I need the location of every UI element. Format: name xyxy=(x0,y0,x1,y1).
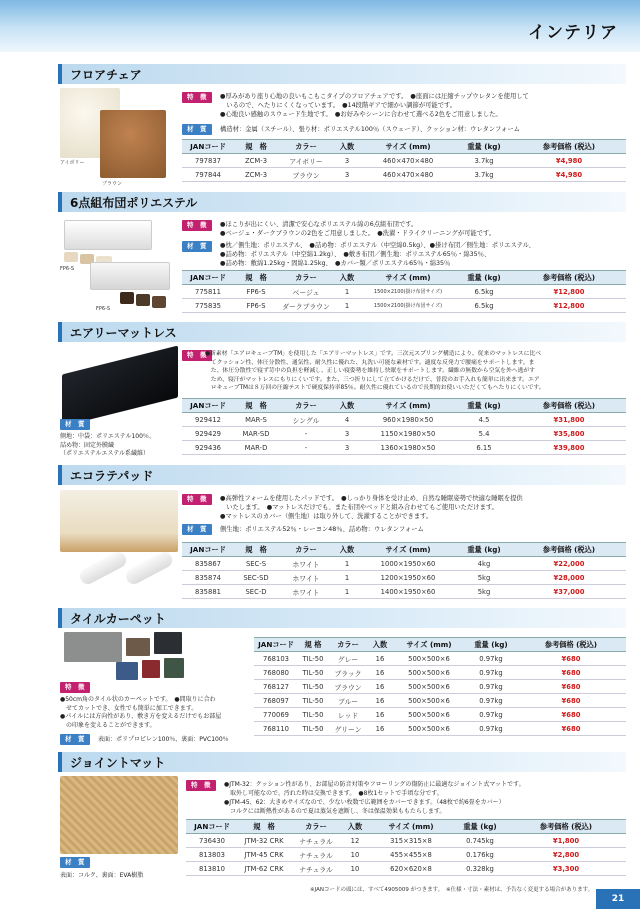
table-cell: 6.15 xyxy=(456,441,512,455)
carpet-swatch-black xyxy=(154,632,182,654)
section-title: ジョイントマット xyxy=(70,756,166,770)
column-header: 入数 xyxy=(334,140,360,154)
table-cell: ナチュラル xyxy=(290,862,342,876)
table-cell: FP6-S xyxy=(234,285,278,299)
table-cell: 4.5 xyxy=(456,413,512,427)
table-cell: 0.97kg xyxy=(466,666,516,680)
table-cell: 0.176kg xyxy=(454,848,506,862)
table-cell: JTM-32 CRK xyxy=(238,834,290,848)
table-cell: 16 xyxy=(368,708,392,722)
table-cell: ブラウン xyxy=(328,680,368,694)
image-caption: FP6-S xyxy=(60,266,75,272)
feature-text: ●JTM-32：クッション性があり、お部屋の防音対策やフローリングの傷防止に最適なジョイント式マットです。 取外し可能なので、汚れた時は交換できます。 ●8枚1セットで手頃な分です。 ●JTM-45、62：大きめサイズなので、少ない枚数で広範囲をカバーできます。（48枚で約6畳をカバー） コルクには断熱性があるので夏は蒸気を遮断し、冬は保温効果ももたらします。 xyxy=(224,781,525,815)
table-cell: - xyxy=(278,441,334,455)
table-cell: 500×500×6 xyxy=(392,666,466,680)
table-cell: ¥680 xyxy=(516,694,626,708)
table-cell: 500×500×6 xyxy=(392,694,466,708)
table-cell: 16 xyxy=(368,680,392,694)
feature-text: ●新素材「エアロキューブTM」を使用した「エアリーマットレス」です。三次元スプリング構造により、従来のマットレスに比べ てクッション性、体圧分散性、通気性、耐久性に優れた、丸洗い可能な素材です。適度な反発力で腰痛をサポートします。ま た、体圧分散性で寝ず苛中の負担を軽減し、正しい寝姿勢を維持し快眠をサポートします。繊維の無数から空気を外へ逃がす ため、寝汗がマットレスにもりにくいです。また、三つ折りにして立てかけるだけで、普段のお手入れも簡単に出来ます。エア ロキューブTMは８万回の圧縮テストで硬度保持率85％。耐久性に優れているので長期的お使いいただくてもへたりにくいです。 xyxy=(205,351,545,392)
table-cell: 16 xyxy=(368,652,392,666)
table-cell: 1 xyxy=(334,557,360,571)
section-title: エコラテパッド xyxy=(70,469,154,483)
table-cell: ¥680 xyxy=(516,722,626,736)
product-table xyxy=(254,637,626,736)
product-image-cork-mat xyxy=(60,776,178,854)
table-cell: 768103 xyxy=(254,652,298,666)
column-header: 入数 xyxy=(368,638,392,652)
category-title: インテリア xyxy=(528,23,618,43)
column-header: JANコード xyxy=(254,638,298,652)
table-cell: 3 xyxy=(334,427,360,441)
table-cell: TIL-50 xyxy=(298,666,328,680)
table-row xyxy=(182,413,626,427)
section-title: エアリーマットレス xyxy=(70,326,177,340)
column-header: JANコード xyxy=(182,140,234,154)
table-row xyxy=(182,285,626,299)
table-cell: 4kg xyxy=(456,557,512,571)
table-cell: レッド xyxy=(328,708,368,722)
table-row xyxy=(254,722,626,736)
feature-tag: 特 徴 xyxy=(186,780,216,791)
column-header: 入数 xyxy=(334,399,360,413)
table-row xyxy=(182,571,626,585)
table-cell: 835867 xyxy=(182,557,234,571)
table-cell: ¥22,000 xyxy=(512,557,626,571)
table-cell: JTM-62 CRK xyxy=(238,862,290,876)
table-cell: 736430 xyxy=(186,834,238,848)
table-row xyxy=(186,848,626,862)
table-cell: 0.745kg xyxy=(454,834,506,848)
section-title-bar xyxy=(58,608,626,628)
table-cell: ¥39,800 xyxy=(512,441,626,455)
table-cell: 500×500×6 xyxy=(392,722,466,736)
section-title-bar xyxy=(58,192,626,212)
product-image-rolled-pad xyxy=(77,549,129,587)
table-cell: 3.7kg xyxy=(456,154,512,168)
material-text: 表面：コルク、裏面：EVA樹脂 xyxy=(60,872,144,879)
material-tag: 材 質 xyxy=(60,857,90,868)
table-header-row xyxy=(182,399,626,413)
table-cell: ¥680 xyxy=(516,666,626,680)
column-header: 重量 (kg) xyxy=(456,271,512,285)
table-row xyxy=(182,299,626,313)
column-header: サイズ (mm) xyxy=(360,399,456,413)
table-header-row xyxy=(254,638,626,652)
table-cell: FP6-S xyxy=(234,299,278,313)
column-header: 参考価格 (税込) xyxy=(512,399,626,413)
table-cell: ¥680 xyxy=(516,708,626,722)
column-header: カラー xyxy=(278,399,334,413)
table-cell: 797844 xyxy=(182,168,234,182)
table-cell: 1 xyxy=(334,571,360,585)
table-row xyxy=(182,154,626,168)
table-cell: ベージュ xyxy=(278,285,334,299)
table-cell: 10 xyxy=(342,848,368,862)
table-cell: 500×500×6 xyxy=(392,680,466,694)
table-cell: 5.4 xyxy=(456,427,512,441)
table-cell: ブルー xyxy=(328,694,368,708)
product-table xyxy=(182,398,626,455)
table-cell: 16 xyxy=(368,694,392,708)
table-cell: ¥31,800 xyxy=(512,413,626,427)
column-header: 参考価格 (税込) xyxy=(512,543,626,557)
image-caption: FP6-S xyxy=(96,306,111,312)
material-tag: 材 質 xyxy=(60,734,90,745)
table-cell: 813810 xyxy=(186,862,238,876)
table-cell: 1 xyxy=(334,285,360,299)
table-cell: ホワイト xyxy=(278,571,334,585)
material-tag: 材 質 xyxy=(182,241,212,252)
table-cell: 768110 xyxy=(254,722,298,736)
table-cell: 5kg xyxy=(456,571,512,585)
column-header: 参考価格 (税込) xyxy=(506,820,626,834)
feature-tag: 特 徴 xyxy=(182,350,212,361)
column-header: 参考価格 (税込) xyxy=(512,271,626,285)
product-image-swatch xyxy=(136,294,150,306)
table-row xyxy=(186,834,626,848)
product-table xyxy=(182,542,626,599)
column-header: 規 格 xyxy=(234,543,278,557)
column-header: カラー xyxy=(278,140,334,154)
product-image-swatch xyxy=(64,252,78,262)
carpet-swatch-brown xyxy=(126,638,150,656)
column-header: サイズ (mm) xyxy=(360,271,456,285)
material-text: 構造材：金属（スチール）、張り材：ポリエステル100％（スウェード）、クッション材：ウレタンフォーム xyxy=(220,126,520,133)
table-cell: ¥12,800 xyxy=(512,285,626,299)
column-header: 規 格 xyxy=(238,820,290,834)
table-cell: 768127 xyxy=(254,680,298,694)
column-header: 参考価格 (税込) xyxy=(512,140,626,154)
column-header: JANコード xyxy=(186,820,238,834)
section-title: フロアチェア xyxy=(70,68,142,82)
table-cell: ¥680 xyxy=(516,680,626,694)
product-image-swatch xyxy=(152,296,166,308)
feature-text: ●高弾性フォームを使用したパッドです。 ●しっかり身体を受け止め、自然な睡眠姿勢で快適な睡眠を提供 いたします。 ●マットレスだけでも、また布団やベッドと組み合わせてもご使用いただけます。 ●マットレスのカバー（側生地）は取り外して、洗濯することができます。 xyxy=(220,495,523,520)
table-cell: 500×500×6 xyxy=(392,708,466,722)
table-row xyxy=(182,168,626,182)
feature-text: ●ほこりが出にくい、清潔で安心なポリエステル綿の6点組布団です。 ●ベージュ・ダークブラウンの2色をご用意しました。 ●洗濯・ドライクリーニングが可能です。 xyxy=(220,221,496,237)
footer-note: ※JANコードの頭には、すべて4905009 がつきます。 ※仕様・寸法・素材は、予告なく変更する場合があります。 xyxy=(310,887,594,893)
column-header: サイズ (mm) xyxy=(360,140,456,154)
table-cell: ¥28,000 xyxy=(512,571,626,585)
product-table xyxy=(186,819,626,876)
column-header: 入数 xyxy=(342,820,368,834)
table-cell: - xyxy=(278,427,334,441)
table-header-row xyxy=(186,820,626,834)
column-header: サイズ (mm) xyxy=(368,820,454,834)
table-cell: 3 xyxy=(334,168,360,182)
table-cell: TIL-50 xyxy=(298,722,328,736)
table-cell: 775811 xyxy=(182,285,234,299)
column-header: 重量 (kg) xyxy=(456,543,512,557)
table-cell: 1500×2100(掛け布団サイズ) xyxy=(360,299,456,313)
table-cell: 835874 xyxy=(182,571,234,585)
table-cell: ZCM-3 xyxy=(234,154,278,168)
table-cell: 768080 xyxy=(254,666,298,680)
table-cell: 10 xyxy=(342,862,368,876)
table-cell: 929429 xyxy=(182,427,234,441)
table-cell: 1150×1980×50 xyxy=(360,427,456,441)
table-cell: アイボリー xyxy=(278,154,334,168)
table-row xyxy=(186,862,626,876)
column-header: 規 格 xyxy=(234,271,278,285)
table-cell: JTM-45 CRK xyxy=(238,848,290,862)
table-cell: ホワイト xyxy=(278,557,334,571)
feature-tag: 特 徴 xyxy=(60,682,90,693)
table-cell: 1 xyxy=(334,299,360,313)
product-table xyxy=(182,139,626,182)
product-image-mattress xyxy=(62,346,178,427)
table-cell: 929436 xyxy=(182,441,234,455)
table-header-row xyxy=(182,140,626,154)
table-cell: 0.97kg xyxy=(466,652,516,666)
column-header: 重量 (kg) xyxy=(456,399,512,413)
table-cell: ¥12,800 xyxy=(512,299,626,313)
table-cell: グレー xyxy=(328,652,368,666)
table-cell: ナチュラル xyxy=(290,834,342,848)
section-title: タイルカーペット xyxy=(70,612,166,626)
table-row xyxy=(254,694,626,708)
column-header: 入数 xyxy=(334,543,360,557)
table-row xyxy=(182,557,626,571)
section-title-bar xyxy=(58,64,626,84)
table-row xyxy=(254,666,626,680)
table-cell: 3 xyxy=(334,441,360,455)
table-cell: 1 xyxy=(334,585,360,599)
product-image-futon-set xyxy=(64,220,152,250)
table-cell: ¥3,300 xyxy=(506,862,626,876)
table-cell: 6.5kg xyxy=(456,299,512,313)
product-image-brown-chair xyxy=(100,110,166,178)
page-header xyxy=(0,0,640,52)
table-cell: シングル xyxy=(278,413,334,427)
column-header: 規 格 xyxy=(298,638,328,652)
table-cell: TIL-50 xyxy=(298,708,328,722)
table-header-row xyxy=(182,271,626,285)
table-cell: SEC-D xyxy=(234,585,278,599)
table-cell: 775835 xyxy=(182,299,234,313)
table-cell: MAR-S xyxy=(234,413,278,427)
table-cell: 1400×1950×60 xyxy=(360,585,456,599)
table-cell: 0.97kg xyxy=(466,694,516,708)
table-cell: ¥4,980 xyxy=(512,154,626,168)
table-row xyxy=(254,680,626,694)
product-image-rolled-pad xyxy=(123,549,175,587)
table-cell: 16 xyxy=(368,666,392,680)
table-cell: 5kg xyxy=(456,585,512,599)
table-cell: 0.97kg xyxy=(466,680,516,694)
section-title-bar xyxy=(58,465,626,485)
image-caption: アイボリー xyxy=(60,160,85,166)
page-number: 21 xyxy=(596,889,640,909)
table-cell: 460×470×480 xyxy=(360,154,456,168)
material-text: 表面：ポリプロピレン100％、裏面：PVC100％ xyxy=(98,736,229,743)
feature-text: ●厚みがあり座り心地の良いもこもこタイプのフロアチェアです。 ●座面には圧縮チップウレタンを使用して いるので、へたりにくくなっています。 ●14段階ギアで細かい調節が可能です。 ●心地良い感触のスウェード生地です。 ●お好みやシーンに合わせて選べる2色をご用意しました。 xyxy=(220,93,529,118)
table-cell: 797837 xyxy=(182,154,234,168)
table-cell: 770069 xyxy=(254,708,298,722)
column-header: カラー xyxy=(290,820,342,834)
column-header: サイズ (mm) xyxy=(360,543,456,557)
table-cell: 1500×2100(掛け布団サイズ) xyxy=(360,285,456,299)
material-tag: 材 質 xyxy=(182,524,212,535)
table-cell: 0.328kg xyxy=(454,862,506,876)
column-header: カラー xyxy=(328,638,368,652)
table-cell: 960×1980×50 xyxy=(360,413,456,427)
table-row xyxy=(182,441,626,455)
table-cell: 3.7kg xyxy=(456,168,512,182)
material-text: 側地：中袋：ポリエステル100％、 詰め物：固定外膜繊 （ポリエステルエステル系繊維） xyxy=(60,433,155,457)
column-header: 重量 (kg) xyxy=(454,820,506,834)
product-table xyxy=(182,270,626,313)
table-cell: 6.5kg xyxy=(456,285,512,299)
table-cell: 315×315×8 xyxy=(368,834,454,848)
feature-tag: 特 徴 xyxy=(182,220,212,231)
product-image-futon-set xyxy=(90,262,170,290)
material-tag: 材 質 xyxy=(60,419,90,430)
table-cell: 835881 xyxy=(182,585,234,599)
table-row xyxy=(182,585,626,599)
column-header: JANコード xyxy=(182,543,234,557)
table-cell: SEC-S xyxy=(234,557,278,571)
material-text: 側生地：ポリエステル52％・レーヨン48％、詰め物：ウレタンフォーム xyxy=(220,526,424,533)
table-cell: 929412 xyxy=(182,413,234,427)
image-caption: ブラウン xyxy=(102,181,123,187)
table-cell: 813803 xyxy=(186,848,238,862)
table-cell: MAR-D xyxy=(234,441,278,455)
column-header: JANコード xyxy=(182,271,234,285)
table-cell: ¥37,000 xyxy=(512,585,626,599)
column-header: 重量 (kg) xyxy=(466,638,516,652)
table-cell: 1000×1950×60 xyxy=(360,557,456,571)
table-cell: 3 xyxy=(334,154,360,168)
table-cell: ¥35,800 xyxy=(512,427,626,441)
table-cell: ¥680 xyxy=(516,652,626,666)
table-cell: 460×470×480 xyxy=(360,168,456,182)
table-cell: ¥4,980 xyxy=(512,168,626,182)
column-header: 参考価格 (税込) xyxy=(516,638,626,652)
carpet-swatch-gray xyxy=(64,632,122,662)
column-header: 重量 (kg) xyxy=(456,140,512,154)
carpet-swatch-green xyxy=(164,658,184,678)
table-cell: TIL-50 xyxy=(298,652,328,666)
column-header: カラー xyxy=(278,543,334,557)
feature-text: ●50cm角のタイル状のカーペットです。 ●間取りに合わ せてカットでき、女性でも簡単に加工できます。 ●パイルには方向性があり、敷き方を変えるだけでもお部屋 の印象を変えることができます。 xyxy=(60,696,222,729)
column-header: サイズ (mm) xyxy=(392,638,466,652)
table-cell: 768097 xyxy=(254,694,298,708)
column-header: カラー xyxy=(278,271,334,285)
table-cell: 4 xyxy=(334,413,360,427)
table-cell: ブラウン xyxy=(278,168,334,182)
feature-tag: 特 徴 xyxy=(182,494,212,505)
section-title-bar xyxy=(58,322,626,342)
column-header: 入数 xyxy=(334,271,360,285)
table-row xyxy=(182,427,626,441)
table-cell: ZCM-3 xyxy=(234,168,278,182)
table-cell: 0.97kg xyxy=(466,708,516,722)
table-cell: SEC-SD xyxy=(234,571,278,585)
table-cell: 1200×1950×60 xyxy=(360,571,456,585)
table-cell: MAR-SD xyxy=(234,427,278,441)
column-header: 規 格 xyxy=(234,140,278,154)
table-cell: 620×620×8 xyxy=(368,862,454,876)
table-cell: 500×500×6 xyxy=(392,652,466,666)
product-image-bed-pad xyxy=(60,490,178,552)
table-row xyxy=(254,652,626,666)
section-title: 6点組布団ポリエステル xyxy=(70,196,198,210)
table-cell: TIL-50 xyxy=(298,694,328,708)
table-cell: ブラック xyxy=(328,666,368,680)
table-cell: ダークブラウン xyxy=(278,299,334,313)
carpet-swatch-red xyxy=(142,660,160,678)
table-header-row xyxy=(182,543,626,557)
product-image-swatch xyxy=(120,292,134,304)
column-header: 規 格 xyxy=(234,399,278,413)
section-title-bar xyxy=(58,752,626,772)
table-cell: TIL-50 xyxy=(298,680,328,694)
material-text: ●枕／側生地：ポリエステル、 ●詰め物：ポリエステル（中空綿0.5kg）、●掛け布団／側生地：ポリエステル、 ●詰め物：ポリエステル（中空綿1.2kg）、 ●敷き布団／側生地：ポリエステル65％・綿35％、 ●詰め物：敷綿1.25kg・固綿1.25kg、 ●カバー類／ポリエステル65％・綿35％ xyxy=(220,242,535,267)
table-cell: グリーン xyxy=(328,722,368,736)
table-cell: 455×455×8 xyxy=(368,848,454,862)
material-tag: 材 質 xyxy=(182,124,212,135)
table-cell: 1360×1980×50 xyxy=(360,441,456,455)
table-cell: 16 xyxy=(368,722,392,736)
table-cell: ホワイト xyxy=(278,585,334,599)
table-cell: ¥2,800 xyxy=(506,848,626,862)
table-cell: ナチュラル xyxy=(290,848,342,862)
table-cell: 12 xyxy=(342,834,368,848)
table-cell: ¥1,800 xyxy=(506,834,626,848)
table-cell: 0.97kg xyxy=(466,722,516,736)
carpet-swatch-blue xyxy=(116,662,138,680)
feature-tag: 特 徴 xyxy=(182,92,212,103)
table-row xyxy=(254,708,626,722)
column-header: JANコード xyxy=(182,399,234,413)
